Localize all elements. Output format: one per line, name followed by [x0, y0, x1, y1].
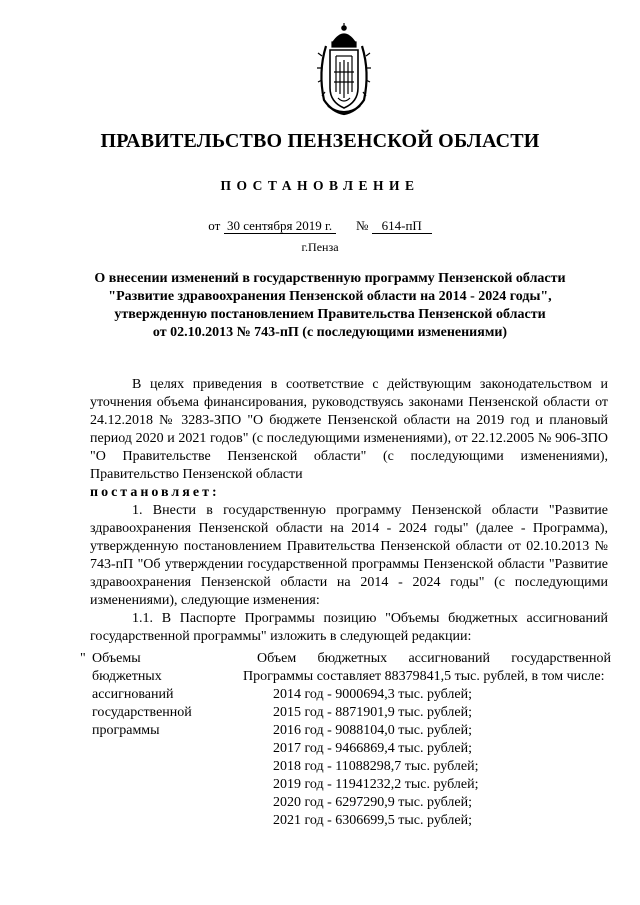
document-title: [80, 270, 580, 342]
yearly-funding-list: [273, 686, 611, 830]
document-date: 30 сентября 2019 г.: [224, 219, 336, 234]
label-line: Объемы: [92, 651, 141, 666]
date-number-line: [0, 218, 640, 234]
coat-of-arms-emblem: [316, 22, 372, 118]
opening-quote: ": [80, 651, 86, 666]
year-item: 2019 год - 11941232,2 тыс. рублей;: [273, 777, 479, 792]
title-line: "Развитие здравоохранения Пензенской области на 2014 - 2024 годы",: [108, 289, 552, 304]
number-prefix: №: [356, 218, 369, 233]
label-line: программы: [92, 723, 160, 738]
passport-label: [92, 650, 232, 740]
paragraph-1-1: 1.1. В Паспорте Программы позицию "Объемы бюджетных ассигнований государственной программы" изложить в следующей редакции:: [90, 611, 608, 644]
label-line: государственной: [92, 705, 192, 720]
year-item: 2015 год - 8871901,9 тыс. рублей;: [273, 705, 473, 720]
date-prefix: от: [208, 218, 221, 233]
year-item: 2021 год - 6306699,5 тыс. рублей;: [273, 813, 473, 828]
year-item: 2018 год - 11088298,7 тыс. рублей;: [273, 759, 479, 774]
city: г.Пенза: [301, 240, 339, 254]
paragraph-1: 1. Внести в государственную программу Пензенской области "Развитие здравоохранения Пензенской области на 2014 - 2024 годы" (далее - Программа), утвержденную постановлением Правительства Пензенской области от 02.10.2013 № 743-пП "Об утверждении государственной программы Пензенской области "Развитие здравоохранения Пензенской области на 2014 - 2024 годы" (с последующими изменениями), следующие изменения:: [90, 503, 608, 608]
title-line: от 02.10.2013 № 743-пП (с последующими изменениями): [152, 325, 508, 340]
label-line: ассигнований: [92, 687, 174, 702]
document-body: [90, 376, 608, 646]
year-item: 2014 год - 9000694,3 тыс. рублей;: [273, 687, 473, 702]
label-line: бюджетных: [92, 669, 162, 684]
title-line: утвержденную постановлением Правительства Пензенской области: [114, 307, 546, 322]
total-funding-text: Объем бюджетных ассигнований государственной Программы составляет 88379841,5 тыс. рублей, в том числе:: [243, 651, 611, 684]
organization-name: ПРАВИТЕЛЬСТВО ПЕНЗЕНСКОЙ ОБЛАСТИ: [100, 130, 540, 152]
year-item: 2020 год - 6297290,9 тыс. рублей;: [273, 795, 473, 810]
intro-paragraph: В целях приведения в соответствие с действующим законодательством и уточнения объема финансирования, руководствуясь законами Пензенской области от 24.12.2018 № 3283-ЗПО "О бюджете Пензенской области на 2019 год и плановый период 2020 и 2021 годов" (с последующими изменениями), от 22.12.2005 № 906-ЗПО "О Правительстве Пензенской области" (с последующими изменениями), Правительство Пензенской области: [90, 377, 608, 482]
year-item: 2016 год - 9088104,0 тыс. рублей;: [273, 723, 473, 738]
passport-value: [243, 650, 611, 830]
resolves-word: постановляет:: [90, 485, 220, 500]
title-line: О внесении изменений в государственную программу Пензенской области: [94, 271, 566, 286]
year-item: 2017 год - 9466869,4 тыс. рублей;: [273, 741, 473, 756]
document-number: 614-пП: [372, 219, 432, 234]
document-type: ПОСТАНОВЛЕНИЕ: [220, 178, 420, 193]
